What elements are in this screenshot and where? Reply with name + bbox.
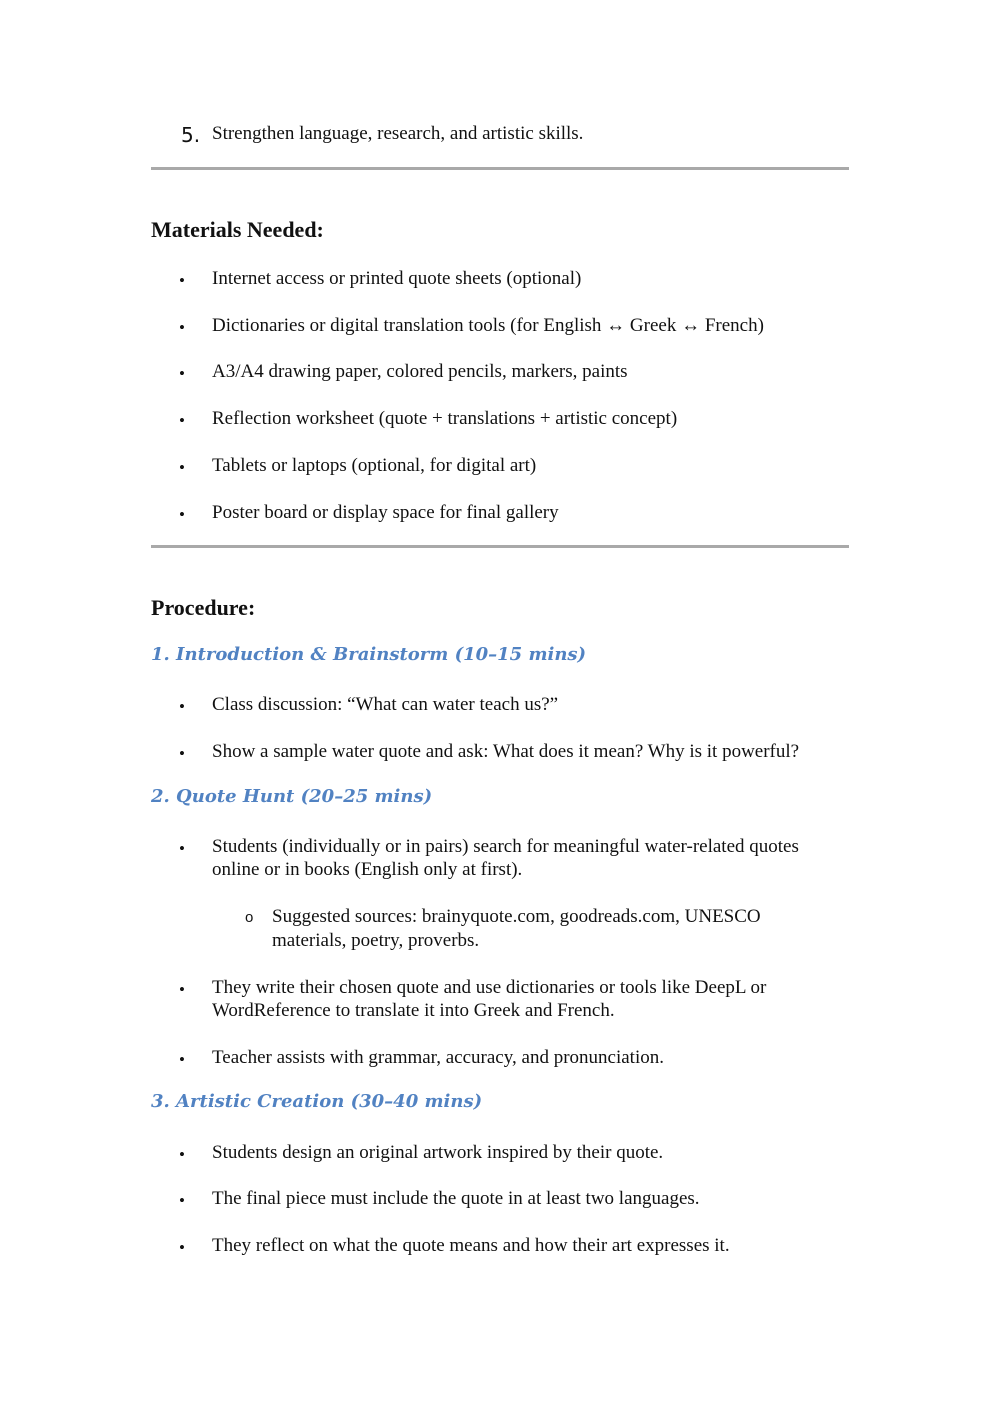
materials-item: Tablets or laptops (optional, for digital art)	[212, 455, 537, 476]
procedure-heading: Procedure:	[151, 595, 256, 620]
bullet-icon: •	[179, 980, 185, 999]
materials-item: Internet access or printed quote sheets (optional)	[212, 268, 582, 289]
step-2-item: Teacher assists with grammar, accuracy, and pronunciation.	[212, 1047, 664, 1068]
bullet-icon: •	[179, 744, 185, 763]
step-3-item: They reflect on what the quote means and how their art expresses it.	[212, 1235, 730, 1256]
materials-heading: Materials Needed:	[151, 217, 324, 242]
bullet-icon: •	[179, 318, 185, 337]
step-2-subitem-line: materials, poetry, proverbs.	[272, 930, 480, 951]
materials-item: Dictionaries or digital translation tools (for English ↔ Greek ↔ French)	[212, 315, 764, 336]
step-2-heading: 2. Quote Hunt (20–25 mins)	[151, 786, 433, 807]
step-2-item-line: online or in books (English only at first).	[212, 859, 523, 880]
bullet-icon: •	[179, 1050, 185, 1069]
bullet-icon: •	[179, 839, 185, 858]
step-1-heading: 1. Introduction & Brainstorm (10–15 mins)	[151, 644, 587, 665]
materials-item: A3/A4 drawing paper, colored pencils, markers, paints	[212, 361, 628, 382]
materials-item: Reflection worksheet (quote + translations + artistic concept)	[212, 408, 678, 429]
sub-bullet-icon: o	[245, 909, 254, 926]
bullet-icon: •	[179, 1191, 185, 1210]
bullet-icon: •	[179, 271, 185, 290]
bullet-icon: •	[179, 1238, 185, 1257]
step-3-heading: 3. Artistic Creation (30–40 mins)	[151, 1091, 483, 1112]
bullet-icon: •	[179, 364, 185, 383]
step-2-item-line: They write their chosen quote and use dictionaries or tools like DeepL or	[212, 977, 767, 998]
bullet-icon: •	[179, 1145, 185, 1164]
step-1-item: Class discussion: “What can water teach us?”	[212, 694, 559, 715]
step-3-item: The final piece must include the quote in at least two languages.	[212, 1188, 700, 1209]
materials-item: Poster board or display space for final gallery	[212, 502, 559, 523]
bullet-icon: •	[179, 505, 185, 524]
step-1-item: Show a sample water quote and ask: What does it mean? Why is it powerful?	[212, 741, 800, 762]
bullet-icon: •	[179, 697, 185, 716]
step-2-item-line: Students (individually or in pairs) search for meaningful water-related quotes	[212, 836, 799, 857]
horizontal-rule	[151, 167, 849, 170]
objective-item-text: Strengthen language, research, and artistic skills.	[212, 123, 584, 144]
bullet-icon: •	[179, 458, 185, 477]
step-3-item: Students design an original artwork inspired by their quote.	[212, 1142, 664, 1163]
bullet-icon: •	[179, 411, 185, 430]
step-2-subitem-line: Suggested sources: brainyquote.com, goodreads.com, UNESCO	[272, 906, 761, 927]
horizontal-rule	[151, 545, 849, 548]
step-2-item-line: WordReference to translate it into Greek and French.	[212, 1000, 615, 1021]
list-number: 5.	[181, 123, 201, 147]
